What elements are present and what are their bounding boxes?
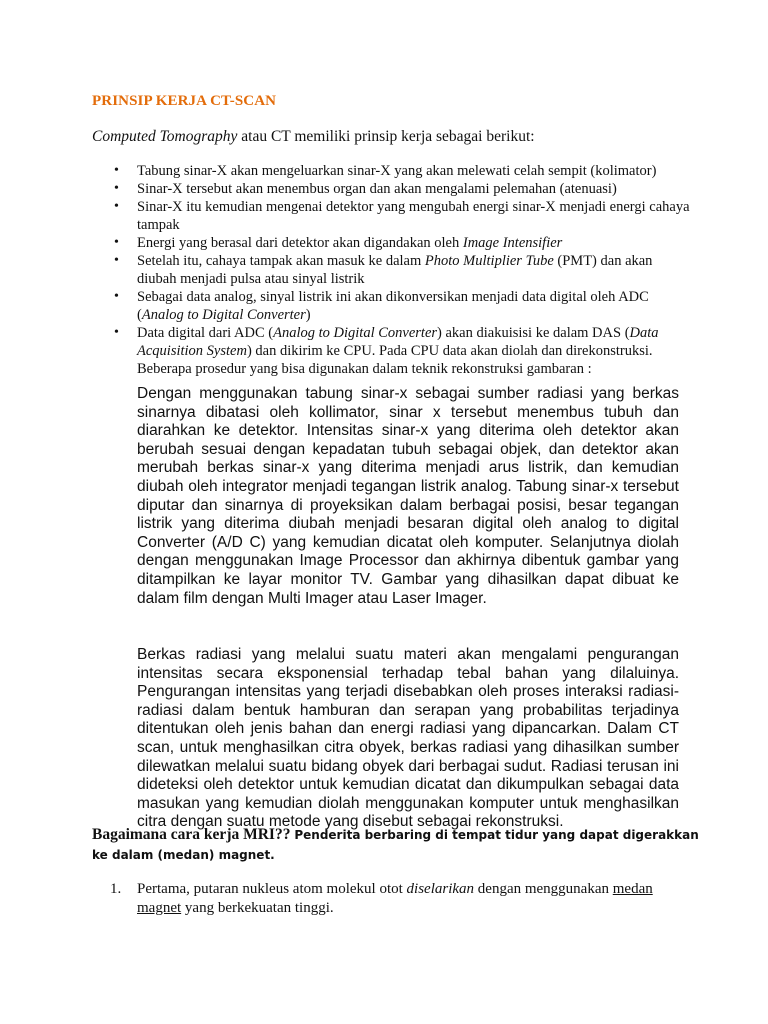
text-run: Sebagai data analog, sinyal listrik ini akan dikonversikan menjadi data digital oleh ADC (	[137, 289, 649, 323]
page-title: PRINSIP KERJA CT-SCAN	[92, 93, 277, 109]
bullet-dot-icon: •	[114, 199, 119, 214]
text-run: )	[305, 307, 311, 323]
text-run: Setelah itu, cahaya tampak akan masuk ke dalam	[137, 253, 425, 269]
italic-term: Analog to Digital Converter	[141, 307, 306, 323]
mri-question: Bagaimana cara kerja MRI??	[92, 826, 295, 843]
text-run: Sinar-X tersebut akan menembus organ dan akan mengalami pelemahan (atenuasi)	[137, 181, 617, 197]
principle-bullet-list	[92, 162, 692, 378]
text-run: Tabung sinar-X akan mengeluarkan sinar-X yang akan melewati celah sempit (kolimator)	[137, 163, 657, 179]
italic-term: Analog to Digital Converter	[273, 325, 438, 341]
text-run: dengan menggunakan	[474, 881, 613, 897]
bullet-dot-icon: •	[114, 289, 119, 304]
bullet-item	[92, 252, 692, 288]
italic-term: Data Acquisition System	[137, 325, 659, 359]
intro-rest: atau CT memiliki prinsip kerja sebagai berikut:	[237, 128, 535, 145]
body-paragraph-2: Berkas radiasi yang melalui suatu materi akan mengalami pengurangan intensitas secara eksponensial terhadap tebal bahan yang dilaluinya. Pengurangan intensitas yang terjadi disebabkan oleh proses interaksi radiasi-radiasi dalam bentuk hamburan dan serapan yang probabilitas terjadinya ditentukan oleh jenis bahan dan energi radiasi yang dipancarkan. Dalam CT scan, untuk menghasilkan citra obyek, berkas radiasi yang dihasilkan sumber dilewatkan melalui suatu bidang obyek dari berbagai sudut. Radiasi terusan ini dideteksi oleh detektor untuk kemudian dicatat dan dikumpulkan sebagai data masukan yang kemudian diolah menggunakan komputer untuk menghasilkan citra dengan suatu metode yang disebut sebagai rekonstruksi.	[137, 646, 679, 831]
underlined-term: medan magnet	[137, 881, 653, 916]
bullet-dot-icon: •	[114, 235, 119, 250]
text-run: Data digital dari ADC (	[137, 325, 274, 341]
text-run: Energi yang berasal dari detektor akan digandakan oleh	[137, 235, 463, 251]
bullet-dot-icon: •	[114, 325, 119, 340]
bullet-item	[92, 180, 692, 198]
intro-paragraph	[92, 127, 692, 147]
italic-term: Image Intensifier	[462, 235, 563, 251]
body-paragraph-1: Dengan menggunakan tabung sinar-x sebagai sumber radiasi yang berkas sinarnya dibatasi oleh kollimator, sinar x tersebut menembus tubuh dan diarahkan ke detektor. Intensitas sinar-x yang diterima oleh detektor akan berubah sesuai dengan kepadatan tubuh sebagai objek, dan detektor akan merubah berkas sinar-x yang diterima menjadi arus listrik, dan kemudian diubah oleh integrator menjadi tegangan listrik analog. Tabung sinar-x tersebut diputar dan sinarnya di proyeksikan dalam berbagai posisi, besar tegangan listrik yang diterima diubah menjadi besaran digital oleh analog to digital Converter (A/D C) yang kemudian dicatat oleh komputer. Selanjutnya diolah dengan menggunakan Image Processor dan akhirnya dibentuk gambar yang ditampilkan ke layar monitor TV. Gambar yang dihasilkan dapat dibuat ke dalam film dengan Multi Imager atau Laser Imager.	[137, 385, 679, 607]
text-run: Pertama, putaran nukleus atom molekul otot	[137, 881, 407, 897]
mri-answer: Penderita berbaring di tempat tidur yang dapat digerakkan ke dalam (medan) magnet.	[92, 828, 699, 862]
bullet-dot-icon: •	[114, 253, 119, 268]
bullet-item	[92, 288, 692, 324]
bullet-item	[92, 162, 692, 180]
bullet-item	[92, 324, 692, 378]
text-run: Sinar-X itu kemudian mengenai detektor yang mengubah energi sinar-X menjadi energi cahaya tampak	[137, 199, 690, 233]
text-run: ) dan dikirim ke CPU. Pada CPU data akan diolah dan direkonstruksi. Beberapa prosedur yang bisa digunakan dalam teknik rekonstruksi gambaran :	[137, 343, 653, 377]
italic-term: diselarikan	[406, 881, 475, 897]
italic-term: Photo Multiplier Tube	[424, 253, 554, 269]
mri-steps-list	[92, 880, 692, 918]
bullet-item	[92, 234, 692, 252]
bullet-dot-icon: •	[114, 181, 119, 196]
text-run: (PMT) dan akan diubah menjadi pulsa atau sinyal listrik	[137, 253, 653, 287]
text-run: yang berkekuatan tinggi.	[181, 900, 334, 916]
step-number: 1.	[110, 881, 122, 897]
intro-term: Computed Tomography	[92, 128, 238, 145]
bullet-dot-icon: •	[114, 163, 119, 178]
bullet-item	[92, 198, 692, 234]
text-run: ) akan diakuisisi ke dalam DAS (	[437, 325, 630, 341]
mri-question-block	[92, 825, 712, 865]
step-item	[92, 880, 692, 918]
